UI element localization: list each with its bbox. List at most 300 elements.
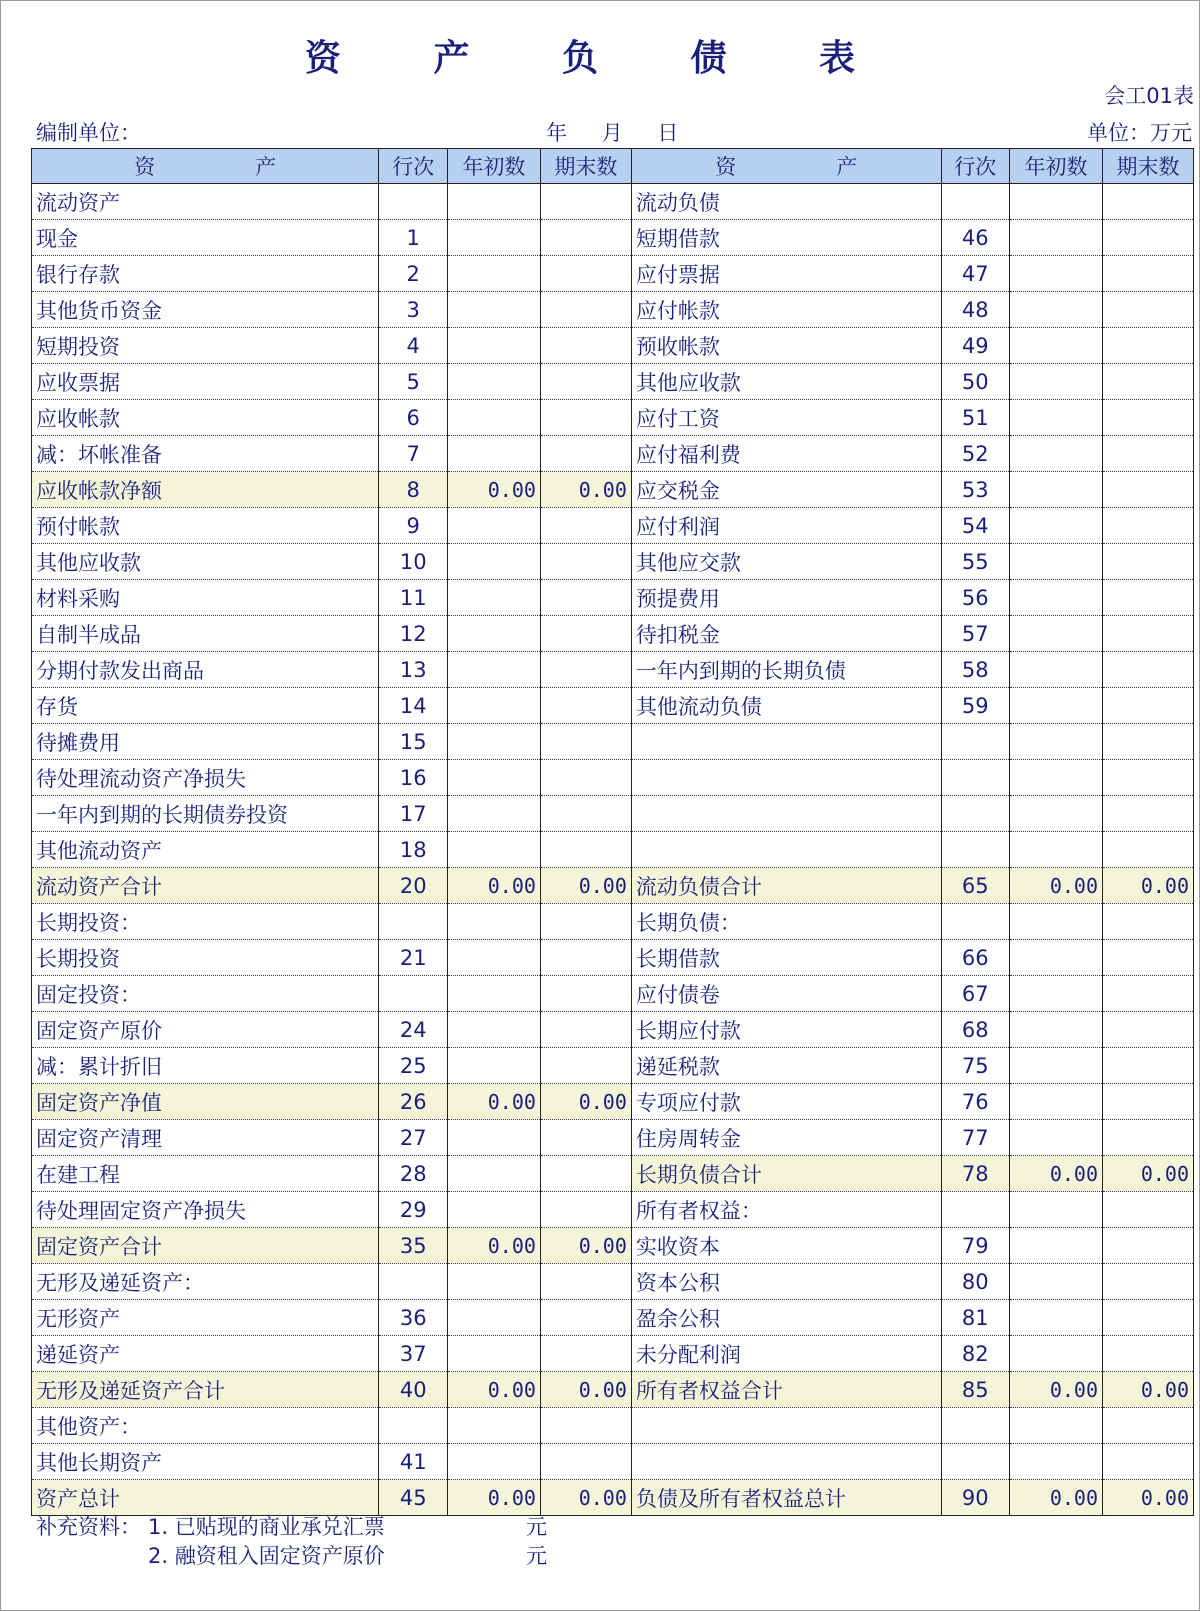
right-end-value (1103, 796, 1194, 832)
left-end-value: 0.00 (540, 1084, 631, 1120)
right-end-value (1103, 1192, 1194, 1228)
left-end-value (540, 976, 631, 1012)
right-end-value (1103, 1300, 1194, 1336)
note-text: 1. 已贴现的商业承兑汇票 (148, 1515, 385, 1539)
right-row-no: 58 (941, 652, 1009, 688)
right-row-no (941, 1192, 1009, 1228)
left-row-no: 8 (379, 472, 447, 508)
left-item-name: 其他资产： (32, 1408, 379, 1444)
right-end-value (1103, 1444, 1194, 1480)
left-item-name: 存货 (32, 688, 379, 724)
right-item-name: 住房周转金 (631, 1120, 941, 1156)
table-row (32, 796, 1194, 832)
left-row-no: 11 (379, 580, 447, 616)
right-end-value (1103, 364, 1194, 400)
table-row (32, 1372, 1194, 1408)
left-item-name: 银行存款 (32, 256, 379, 292)
left-begin-value: 0.00 (447, 1372, 540, 1408)
left-item-name: 减：坏帐准备 (32, 436, 379, 472)
table-row (32, 292, 1194, 328)
right-item-name: 所有者权益合计 (631, 1372, 941, 1408)
right-item-name (631, 760, 941, 796)
right-item-name: 短期借款 (631, 220, 941, 256)
left-item-name: 应收帐款净额 (32, 472, 379, 508)
left-begin-value (447, 580, 540, 616)
left-end-value (540, 760, 631, 796)
right-begin-value (1010, 580, 1103, 616)
right-begin-value (1010, 688, 1103, 724)
right-item-name: 递延税款 (631, 1048, 941, 1084)
left-row-no: 24 (379, 1012, 447, 1048)
right-item-name: 流动负债合计 (631, 868, 941, 904)
left-item-name: 固定投资： (32, 976, 379, 1012)
col-header-row-no-right: 行次 (941, 149, 1009, 184)
left-begin-value (447, 1336, 540, 1372)
right-begin-value (1010, 508, 1103, 544)
left-row-no: 2 (379, 256, 447, 292)
right-row-no: 56 (941, 580, 1009, 616)
right-begin-value (1010, 1444, 1103, 1480)
left-row-no: 37 (379, 1336, 447, 1372)
left-end-value (540, 688, 631, 724)
page-title: 资 产 负 债 表 (304, 37, 896, 79)
left-begin-value (447, 292, 540, 328)
left-row-no (379, 904, 447, 940)
right-item-name: 所有者权益： (631, 1192, 941, 1228)
left-end-value: 0.00 (540, 1480, 631, 1516)
right-row-no: 77 (941, 1120, 1009, 1156)
right-end-value (1103, 1408, 1194, 1444)
right-end-value (1103, 1336, 1194, 1372)
left-item-name: 待处理固定资产净损失 (32, 1192, 379, 1228)
right-row-no: 79 (941, 1228, 1009, 1264)
left-row-no: 28 (379, 1156, 447, 1192)
right-row-no (941, 724, 1009, 760)
left-begin-value: 0.00 (447, 1480, 540, 1516)
col-header-asset-right: 资 产 (631, 149, 941, 184)
left-row-no (379, 184, 447, 220)
left-end-value (540, 256, 631, 292)
table-row (32, 688, 1194, 724)
right-begin-value (1010, 1012, 1103, 1048)
right-item-name: 流动负债 (631, 184, 941, 220)
right-item-name: 其他应交款 (631, 544, 941, 580)
table-row (32, 652, 1194, 688)
right-end-value (1103, 688, 1194, 724)
left-row-no: 7 (379, 436, 447, 472)
table-row (32, 616, 1194, 652)
left-item-name: 递延资产 (32, 1336, 379, 1372)
right-end-value (1103, 760, 1194, 796)
right-begin-value (1010, 940, 1103, 976)
left-begin-value (447, 400, 540, 436)
left-begin-value (447, 940, 540, 976)
table-body (32, 184, 1194, 1516)
right-begin-value (1010, 1228, 1103, 1264)
right-begin-value (1010, 328, 1103, 364)
left-row-no: 5 (379, 364, 447, 400)
left-row-no (379, 1264, 447, 1300)
right-begin-value (1010, 616, 1103, 652)
left-end-value (540, 184, 631, 220)
right-end-value: 0.00 (1103, 1480, 1194, 1516)
left-row-no: 14 (379, 688, 447, 724)
left-end-value (540, 1048, 631, 1084)
table-row (32, 760, 1194, 796)
col-header-asset-left: 资 产 (32, 149, 379, 184)
left-item-name: 无形及递延资产合计 (32, 1372, 379, 1408)
right-row-no (941, 760, 1009, 796)
right-item-name: 未分配利润 (631, 1336, 941, 1372)
col-header-end-right: 期末数 (1103, 149, 1194, 184)
right-end-value (1103, 1048, 1194, 1084)
right-end-value: 0.00 (1103, 1372, 1194, 1408)
right-item-name: 应付债卷 (631, 976, 941, 1012)
left-row-no: 25 (379, 1048, 447, 1084)
table-row (32, 436, 1194, 472)
right-begin-value (1010, 724, 1103, 760)
right-row-no (941, 796, 1009, 832)
table-row (32, 1120, 1194, 1156)
table-row (32, 1336, 1194, 1372)
left-item-name: 资产总计 (32, 1480, 379, 1516)
right-end-value (1103, 652, 1194, 688)
right-row-no (941, 1444, 1009, 1480)
right-end-value (1103, 724, 1194, 760)
left-item-name: 应收票据 (32, 364, 379, 400)
right-item-name: 预收帐款 (631, 328, 941, 364)
right-item-name: 长期借款 (631, 940, 941, 976)
right-row-no (941, 904, 1009, 940)
right-row-no: 66 (941, 940, 1009, 976)
right-end-value (1103, 400, 1194, 436)
table-row (32, 1156, 1194, 1192)
left-end-value (540, 724, 631, 760)
right-item-name: 应付帐款 (631, 292, 941, 328)
right-begin-value (1010, 1264, 1103, 1300)
right-begin-value (1010, 760, 1103, 796)
right-item-name: 待扣税金 (631, 616, 941, 652)
left-row-no (379, 976, 447, 1012)
right-end-value: 0.00 (1103, 868, 1194, 904)
right-end-value (1103, 832, 1194, 868)
right-end-value (1103, 580, 1194, 616)
left-end-value (540, 1408, 631, 1444)
right-row-no: 68 (941, 1012, 1009, 1048)
note-text: 2. 融资租入固定资产原价 (148, 1544, 385, 1568)
left-item-name: 固定资产清理 (32, 1120, 379, 1156)
left-begin-value: 0.00 (447, 868, 540, 904)
left-end-value (540, 1156, 631, 1192)
left-row-no: 12 (379, 616, 447, 652)
right-item-name: 专项应付款 (631, 1084, 941, 1120)
left-begin-value (447, 364, 540, 400)
right-item-name: 其他流动负债 (631, 688, 941, 724)
left-begin-value (447, 508, 540, 544)
left-end-value (540, 904, 631, 940)
col-header-end: 期末数 (540, 149, 631, 184)
left-item-name: 固定资产净值 (32, 1084, 379, 1120)
right-begin-value (1010, 184, 1103, 220)
right-end-value (1103, 256, 1194, 292)
right-begin-value (1010, 904, 1103, 940)
right-item-name: 长期负债： (631, 904, 941, 940)
table-row (32, 508, 1194, 544)
left-row-no: 6 (379, 400, 447, 436)
right-item-name: 资本公积 (631, 1264, 941, 1300)
right-begin-value (1010, 1192, 1103, 1228)
left-begin-value (447, 436, 540, 472)
prepared-by-label: 编制单位： (36, 121, 141, 145)
left-item-name: 其他货币资金 (32, 292, 379, 328)
date-month-label: 月 (601, 121, 623, 145)
left-end-value (540, 616, 631, 652)
left-end-value (540, 1336, 631, 1372)
table-row (32, 580, 1194, 616)
right-begin-value (1010, 1336, 1103, 1372)
table-row (32, 832, 1194, 868)
left-end-value (540, 292, 631, 328)
left-end-value (540, 1264, 631, 1300)
left-row-no: 17 (379, 796, 447, 832)
left-item-name: 流动资产 (32, 184, 379, 220)
unit-label: 单位：万元 (1087, 121, 1192, 145)
left-begin-value (447, 904, 540, 940)
left-item-name: 材料采购 (32, 580, 379, 616)
right-item-name (631, 1408, 941, 1444)
right-row-no: 78 (941, 1156, 1009, 1192)
table-row (32, 724, 1194, 760)
right-end-value (1103, 508, 1194, 544)
left-row-no: 13 (379, 652, 447, 688)
left-row-no: 16 (379, 760, 447, 796)
left-row-no: 35 (379, 1228, 447, 1264)
left-begin-value (447, 832, 540, 868)
left-item-name: 其他流动资产 (32, 832, 379, 868)
left-begin-value (447, 256, 540, 292)
left-begin-value (447, 1156, 540, 1192)
right-item-name (631, 796, 941, 832)
right-end-value (1103, 292, 1194, 328)
left-end-value (540, 400, 631, 436)
left-row-no: 21 (379, 940, 447, 976)
left-item-name: 自制半成品 (32, 616, 379, 652)
left-begin-value (447, 1444, 540, 1480)
right-begin-value (1010, 1408, 1103, 1444)
date-year-label: 年 (546, 121, 567, 145)
col-header-row-no: 行次 (379, 149, 447, 184)
right-row-no (941, 1408, 1009, 1444)
right-row-no: 81 (941, 1300, 1009, 1336)
left-item-name: 其他长期资产 (32, 1444, 379, 1480)
right-begin-value (1010, 544, 1103, 580)
left-end-value: 0.00 (540, 868, 631, 904)
col-header-begin-right: 年初数 (1010, 149, 1103, 184)
left-end-value (540, 1300, 631, 1336)
right-begin-value (1010, 1048, 1103, 1084)
left-item-name: 无形及递延资产： (32, 1264, 379, 1300)
left-item-name: 待处理流动资产净损失 (32, 760, 379, 796)
table-row (32, 1048, 1194, 1084)
right-item-name: 盈余公积 (631, 1300, 941, 1336)
left-begin-value: 0.00 (447, 1228, 540, 1264)
right-begin-value (1010, 1120, 1103, 1156)
table-row (32, 544, 1194, 580)
table-row (32, 400, 1194, 436)
left-end-value (540, 544, 631, 580)
right-row-no: 76 (941, 1084, 1009, 1120)
right-row-no: 46 (941, 220, 1009, 256)
right-row-no: 80 (941, 1264, 1009, 1300)
left-row-no: 36 (379, 1300, 447, 1336)
report-date (546, 117, 706, 147)
left-item-name: 其他应收款 (32, 544, 379, 580)
note-unit: 元 (526, 1515, 547, 1539)
left-begin-value (447, 1012, 540, 1048)
table-row (32, 184, 1194, 220)
left-end-value: 0.00 (540, 1228, 631, 1264)
left-item-name: 应收帐款 (32, 400, 379, 436)
right-row-no: 85 (941, 1372, 1009, 1408)
left-item-name: 长期投资： (32, 904, 379, 940)
right-row-no: 52 (941, 436, 1009, 472)
note-unit: 元 (526, 1544, 547, 1568)
table-row (32, 256, 1194, 292)
right-end-value: 0.00 (1103, 1156, 1194, 1192)
left-begin-value (447, 184, 540, 220)
left-item-name: 固定资产原价 (32, 1012, 379, 1048)
left-begin-value (447, 688, 540, 724)
left-item-name: 固定资产合计 (32, 1228, 379, 1264)
right-item-name: 应付利润 (631, 508, 941, 544)
right-begin-value: 0.00 (1010, 1156, 1103, 1192)
note-row (36, 1513, 547, 1542)
left-row-no: 40 (379, 1372, 447, 1408)
right-item-name (631, 724, 941, 760)
left-end-value: 0.00 (540, 472, 631, 508)
left-row-no: 15 (379, 724, 447, 760)
right-item-name: 应交税金 (631, 472, 941, 508)
right-begin-value (1010, 1084, 1103, 1120)
right-end-value (1103, 976, 1194, 1012)
left-row-no (379, 1408, 447, 1444)
right-end-value (1103, 1264, 1194, 1300)
right-begin-value (1010, 364, 1103, 400)
right-item-name: 负债及所有者权益总计 (631, 1480, 941, 1516)
right-item-name: 其他应收款 (631, 364, 941, 400)
right-begin-value (1010, 400, 1103, 436)
left-end-value: 0.00 (540, 1372, 631, 1408)
right-item-name: 预提费用 (631, 580, 941, 616)
left-row-no: 20 (379, 868, 447, 904)
left-begin-value: 0.00 (447, 472, 540, 508)
right-row-no (941, 184, 1009, 220)
right-end-value (1103, 328, 1194, 364)
right-row-no (941, 832, 1009, 868)
right-begin-value (1010, 796, 1103, 832)
left-end-value (540, 1012, 631, 1048)
right-row-no: 48 (941, 292, 1009, 328)
left-item-name: 待摊费用 (32, 724, 379, 760)
left-item-name: 分期付款发出商品 (32, 652, 379, 688)
left-end-value (540, 508, 631, 544)
right-begin-value (1010, 472, 1103, 508)
report-header-line (36, 117, 1192, 145)
right-item-name: 长期负债合计 (631, 1156, 941, 1192)
left-row-no: 45 (379, 1480, 447, 1516)
left-end-value (540, 832, 631, 868)
left-row-no: 41 (379, 1444, 447, 1480)
left-row-no: 9 (379, 508, 447, 544)
left-end-value (540, 1120, 631, 1156)
right-item-name: 应付福利费 (631, 436, 941, 472)
right-row-no: 47 (941, 256, 1009, 292)
right-begin-value (1010, 832, 1103, 868)
right-end-value (1103, 184, 1194, 220)
right-begin-value: 0.00 (1010, 1480, 1103, 1516)
left-item-name: 预付帐款 (32, 508, 379, 544)
right-end-value (1103, 544, 1194, 580)
table-row (32, 1084, 1194, 1120)
left-end-value (540, 328, 631, 364)
table-row (32, 976, 1194, 1012)
balance-sheet-table (31, 148, 1194, 1516)
left-end-value (540, 364, 631, 400)
right-row-no: 50 (941, 364, 1009, 400)
right-row-no: 49 (941, 328, 1009, 364)
right-begin-value: 0.00 (1010, 868, 1103, 904)
left-begin-value (447, 760, 540, 796)
right-end-value (1103, 1084, 1194, 1120)
table-row (32, 1012, 1194, 1048)
table-row (32, 364, 1194, 400)
table-row (32, 472, 1194, 508)
table-row (32, 328, 1194, 364)
left-begin-value (447, 1192, 540, 1228)
left-item-name: 一年内到期的长期债券投资 (32, 796, 379, 832)
table-row (32, 940, 1194, 976)
right-item-name (631, 832, 941, 868)
left-begin-value (447, 796, 540, 832)
notes-label: 补充资料： (36, 1515, 141, 1539)
table-row (32, 1192, 1194, 1228)
table-row (32, 868, 1194, 904)
left-row-no: 4 (379, 328, 447, 364)
left-item-name: 短期投资 (32, 328, 379, 364)
right-row-no: 65 (941, 868, 1009, 904)
right-row-no: 82 (941, 1336, 1009, 1372)
right-row-no: 53 (941, 472, 1009, 508)
right-begin-value (1010, 292, 1103, 328)
left-end-value (540, 652, 631, 688)
left-item-name: 无形资产 (32, 1300, 379, 1336)
left-begin-value (447, 1048, 540, 1084)
left-end-value (540, 220, 631, 256)
left-begin-value (447, 652, 540, 688)
right-end-value (1103, 1120, 1194, 1156)
right-item-name: 长期应付款 (631, 1012, 941, 1048)
table-row (32, 220, 1194, 256)
left-row-no: 26 (379, 1084, 447, 1120)
left-row-no: 18 (379, 832, 447, 868)
right-item-name: 应付工资 (631, 400, 941, 436)
table-row (32, 1300, 1194, 1336)
table-header-row (32, 149, 1194, 184)
left-begin-value (447, 1264, 540, 1300)
left-begin-value (447, 544, 540, 580)
right-end-value (1103, 1012, 1194, 1048)
left-row-no: 1 (379, 220, 447, 256)
